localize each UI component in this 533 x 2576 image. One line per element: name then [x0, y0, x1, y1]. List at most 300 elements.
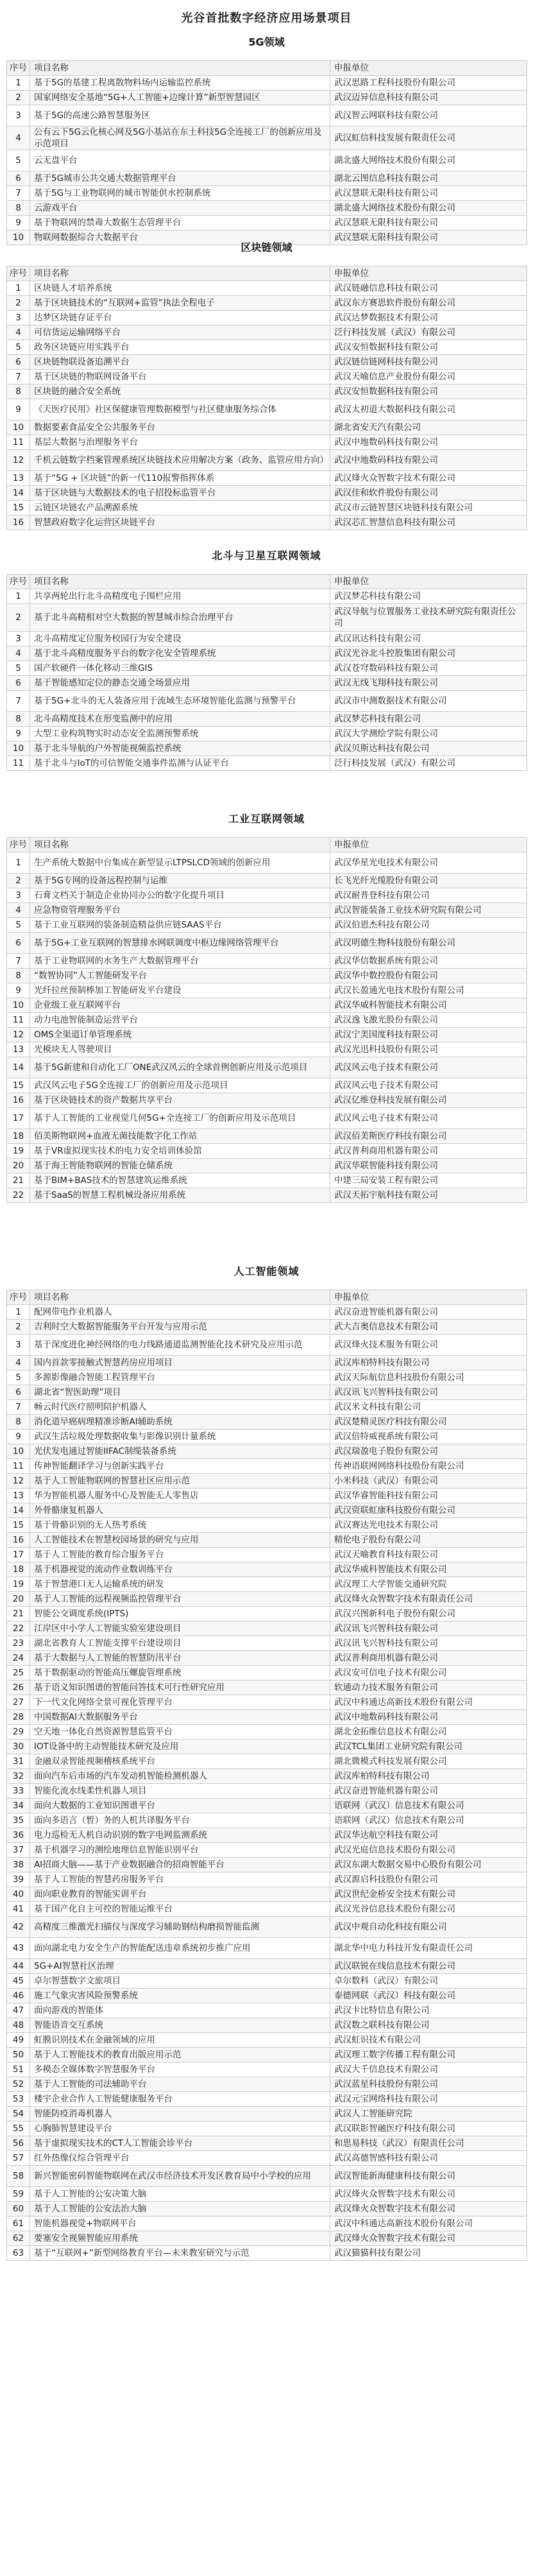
header-project-name: 项目名称 — [30, 1290, 330, 1305]
header-no: 序号 — [7, 1290, 30, 1305]
cell-no: 38 — [7, 1858, 30, 1872]
cell-no: 3 — [7, 632, 30, 646]
cell-project-name: 基于虚拟现实技术的CT人工智能会诊平台 — [30, 2136, 330, 2151]
cell-project-name: 可信货运运输网络平台 — [30, 325, 330, 340]
table-row — [7, 1858, 527, 1872]
section-title: 人工智能领域 — [233, 1265, 300, 1277]
cell-project-name: 虹膜识别技术在金融领域的应用 — [30, 2033, 330, 2048]
cell-applicant: 武汉智能装备工业技术研究院有限公司 — [330, 903, 527, 918]
cell-no: 59 — [7, 2187, 30, 2202]
cell-applicant: 武汉芯汇智慧信息科技有限公司 — [330, 515, 527, 530]
table-row — [7, 1636, 527, 1651]
cell-no: 8 — [7, 712, 30, 727]
table-row — [7, 126, 527, 150]
cell-no: 32 — [7, 1769, 30, 1784]
table-row — [7, 998, 527, 1013]
cell-no: 46 — [7, 1989, 30, 2003]
header-project-name: 项目名称 — [30, 61, 330, 76]
cell-applicant: 武汉人工智能研究院 — [330, 2107, 527, 2122]
cell-project-name: 基于人工智能的公安决策大脑 — [30, 2187, 330, 2202]
table-row — [7, 1562, 527, 1577]
cell-no: 5 — [7, 150, 30, 171]
cell-no: 47 — [7, 2003, 30, 2018]
table-row — [7, 1769, 527, 1784]
cell-project-name: 区块链人才培养系统 — [30, 281, 330, 296]
cell-applicant: 武汉大学测绘学院有限公司 — [330, 727, 527, 741]
cell-no: 29 — [7, 1725, 30, 1740]
table-row — [7, 1784, 527, 1799]
cell-no: 13 — [7, 471, 30, 486]
project-table — [6, 1290, 527, 2261]
table-row — [7, 632, 527, 646]
cell-project-name: 外骨骼康复机器人 — [30, 1503, 330, 1518]
cell-no: 62 — [7, 2231, 30, 2246]
table-row — [7, 1917, 527, 1938]
cell-no: 8 — [7, 969, 30, 983]
cell-project-name: 卓尔智慧数字文旅项目 — [30, 1974, 330, 1989]
section-2 — [6, 230, 527, 530]
cell-applicant: 武汉普利商用机器有限公司 — [330, 1651, 527, 1666]
cell-applicant: 武汉链信链网科技有限公司 — [330, 355, 527, 370]
cell-no: 11 — [7, 435, 30, 450]
table-row — [7, 983, 527, 998]
cell-applicant: 武汉伯恩杰科技有限公司 — [330, 918, 527, 933]
table-row — [7, 1577, 527, 1592]
cell-no: 1 — [7, 589, 30, 604]
cell-no: 11 — [7, 756, 30, 771]
cell-project-name: 生产系统大数据中台集成在新型显示LTPSLCD领域的创新应用 — [30, 852, 330, 874]
table-row — [7, 712, 527, 727]
cell-no: 15 — [7, 1518, 30, 1533]
cell-no: 7 — [7, 954, 30, 969]
cell-project-name: 武汉生活垃圾处理数据收集与影像识别计量系统 — [30, 1430, 330, 1444]
cell-no: 2 — [7, 604, 30, 632]
table-row — [7, 646, 527, 661]
cell-project-name: 心胸肺智慧建设平台 — [30, 2122, 330, 2136]
table-row — [7, 1093, 527, 1108]
project-table — [6, 266, 527, 530]
cell-applicant: 武汉慧联无限科技有限公司 — [330, 230, 527, 245]
table-header-row — [7, 61, 527, 76]
cell-project-name: 基于5G的高速公路智慧服务区 — [30, 105, 330, 126]
cell-project-name: 智能语音交互系统 — [30, 2018, 330, 2033]
cell-no: 9 — [7, 727, 30, 741]
cell-project-name: 达梦区块链存证平台 — [30, 311, 330, 325]
cell-project-name: 高精度三维激光扫描仪与深度学习辅助钢结构磨损智能监测 — [30, 1917, 330, 1938]
cell-no: 4 — [7, 126, 30, 150]
table-row — [7, 216, 527, 230]
table-row — [7, 340, 527, 355]
cell-applicant: 武汉源启科技股份有限公司 — [330, 1872, 527, 1887]
cell-applicant: 武汉慧联无限科技有限公司 — [330, 186, 527, 201]
table-row — [7, 1902, 527, 1917]
cell-project-name: 面向职业教育的智能实训平台 — [30, 1887, 330, 1902]
cell-project-name: 光纤拉丝预制棒加工智能研发平台建设 — [30, 983, 330, 998]
cell-no: 42 — [7, 1917, 30, 1938]
cell-project-name: 施工气象灾害风险预警系统 — [30, 1989, 330, 2003]
table-header-row — [7, 1290, 527, 1305]
cell-project-name: 基于工业互联网的装备制造精益供应链SAAS平台 — [30, 918, 330, 933]
table-header-row — [7, 838, 527, 852]
table-row — [7, 2003, 527, 2018]
cell-project-name: 5G+AI智慧社区治理 — [30, 1959, 330, 1974]
cell-applicant: 武汉TCL集团工业研究院有限公司 — [330, 1740, 527, 1754]
cell-no: 2 — [7, 91, 30, 105]
cell-no: 40 — [7, 1887, 30, 1902]
table-row — [7, 1129, 527, 1144]
cell-project-name: 基于“互联网+”新型网络教育平台—未来教室研究与示范 — [30, 2246, 330, 2261]
table-row — [7, 874, 527, 888]
section-title: 工业互联网领域 — [228, 813, 305, 825]
cell-applicant: 武汉华星光电技术有限公司 — [330, 852, 527, 874]
cell-applicant: 武汉天喻教育科技有限公司 — [330, 1548, 527, 1562]
header-project-name: 项目名称 — [30, 838, 330, 852]
cell-applicant: 武汉光迅科技股份有限公司 — [330, 1042, 527, 1057]
cell-no: 4 — [7, 646, 30, 661]
cell-applicant: 中建三局安装工程有限公司 — [330, 1173, 527, 1188]
cell-project-name: 国内首款零接触式智慧药房应用项目 — [30, 1356, 330, 1370]
cell-no: 5 — [7, 340, 30, 355]
cell-no: 4 — [7, 903, 30, 918]
header-applicant: 申报单位 — [330, 838, 527, 852]
cell-project-name: OMS全渠道订单管理系统 — [30, 1028, 330, 1042]
cell-applicant: 武汉烽火众智数字技术有限公司 — [330, 2202, 527, 2217]
cell-no: 60 — [7, 2202, 30, 2217]
cell-project-name: 面向湖北电力安全生产的智能配送违章系统初步推广应用 — [30, 1938, 330, 1959]
cell-no: 4 — [7, 325, 30, 340]
table-row — [7, 2048, 527, 2062]
table-row — [7, 1651, 527, 1666]
cell-project-name: 公有云下5G云化核心网及5G小基站在东土科技5G全连接工厂的创新应用及示范项目 — [30, 126, 330, 150]
cell-project-name: 金融双录智能视频稽核系统平台 — [30, 1754, 330, 1769]
table-row — [7, 1725, 527, 1740]
cell-no: 19 — [7, 1144, 30, 1159]
cell-applicant: 武汉太初道大数据科技有限公司 — [330, 399, 527, 420]
cell-applicant: 卓尔数科（武汉）有限公司 — [330, 1974, 527, 1989]
cell-project-name: 基于数据驱动的智能高压螺旋管理系统 — [30, 1666, 330, 1681]
cell-applicant: 武汉宁美国度科技有限公司 — [330, 1028, 527, 1042]
cell-project-name: 畅云时代医疗照明陪护机器人 — [30, 1400, 330, 1415]
cell-project-name: 传神智能翻译学习与创新实践平台 — [30, 1459, 330, 1474]
cell-applicant: 武汉链融信息科技有限公司 — [330, 281, 527, 296]
table-row — [7, 1444, 527, 1459]
cell-project-name: 基于海王智能物联网的智能仓储系统 — [30, 1159, 330, 1173]
cell-project-name: 基于工业物联网的水务生产大数据管理平台 — [30, 954, 330, 969]
cell-applicant: 武汉奋进智能机器有限公司 — [330, 1784, 527, 1799]
cell-applicant: 武汉长盈通光电技术股份有限公司 — [330, 983, 527, 998]
cell-applicant: 武汉库柏特科技有限公司 — [330, 1769, 527, 1784]
cell-applicant: 武汉光谷北斗控股集团有限公司 — [330, 646, 527, 661]
cell-applicant: 武汉华中数控股份有限公司 — [330, 969, 527, 983]
cell-project-name: 江岸区中小学人工智能实验室建设项目 — [30, 1621, 330, 1636]
cell-no: 39 — [7, 1872, 30, 1887]
cell-applicant: 和思易科技（武汉）有限责任公司 — [330, 2136, 527, 2151]
cell-project-name: 基于北斗高精度服务平台的数字化安全管理系统 — [30, 646, 330, 661]
cell-project-name: 湖北省教育人工智能支撑平台建设项目 — [30, 1636, 330, 1651]
cell-no: 10 — [7, 230, 30, 245]
cell-applicant: 泰德网联（武汉）科技有限公司 — [330, 1989, 527, 2003]
table-row — [7, 2092, 527, 2107]
cell-applicant: 湖北云图信息科技有限公司 — [330, 171, 527, 186]
cell-applicant: 武汉逸飞激光股份有限公司 — [330, 1013, 527, 1028]
cell-project-name: 基于国产化自主可控的智能运维平台 — [30, 1902, 330, 1917]
cell-applicant: 武汉华联智能科技有限公司 — [330, 1159, 527, 1173]
cell-applicant: 小米科技（武汉）有限公司 — [330, 1474, 527, 1489]
table-row — [7, 2151, 527, 2166]
cell-project-name: 政务区块链应用实践平台 — [30, 340, 330, 355]
cell-project-name: 基于5G与工业物联网的城市智能供水控制系统 — [30, 186, 330, 201]
cell-project-name: 智慧政府数字化运营区块链平台 — [30, 515, 330, 530]
cell-applicant: 武汉讯飞兴智科技有限公司 — [330, 1385, 527, 1400]
cell-no: 9 — [7, 1430, 30, 1444]
table-row — [7, 1592, 527, 1607]
cell-applicant: 武汉中地数码科技有限公司 — [330, 450, 527, 471]
header-project-name: 项目名称 — [30, 266, 330, 281]
cell-no: 63 — [7, 2246, 30, 2261]
table-row — [7, 2136, 527, 2151]
cell-applicant: 武汉华威科智能技术有限公司 — [330, 998, 527, 1013]
cell-applicant: 武汉虹识技术有限公司 — [330, 2033, 527, 2048]
cell-applicant: 湖北微模式科技发展有限公司 — [330, 1754, 527, 1769]
cell-no: 14 — [7, 486, 30, 501]
cell-applicant: 武汉讯飞兴智科技有限公司 — [330, 1636, 527, 1651]
cell-no: 33 — [7, 1784, 30, 1799]
cell-project-name: 基于5G的基建工程离散物料场内运输监控系统 — [30, 76, 330, 91]
cell-no: 41 — [7, 1902, 30, 1917]
cell-project-name: 智能防疫消毒机器人 — [30, 2107, 330, 2122]
cell-project-name: 基于人工智能的教育综合服务平台 — [30, 1548, 330, 1562]
cell-project-name: 国产软硬件一体化移动三维GIS — [30, 661, 330, 676]
cell-applicant: 武汉光庭信息技术股份有限公司 — [330, 1843, 527, 1858]
table-row — [7, 486, 527, 501]
cell-applicant: 精伦电子股份有限公司 — [330, 1533, 527, 1548]
cell-project-name: 基于深度进化神经网络的电力线路通道监测智能化技术研究及应用示范 — [30, 1335, 330, 1356]
cell-no: 17 — [7, 1548, 30, 1562]
table-row — [7, 1887, 527, 1902]
cell-applicant: 武汉东湖大数据交易中心股份有限公司 — [330, 1858, 527, 1872]
table-row — [7, 1400, 527, 1415]
cell-no: 17 — [7, 1108, 30, 1129]
cell-no: 7 — [7, 1400, 30, 1415]
cell-project-name: 基于区块链与大数据技术的电子招投标监管平台 — [30, 486, 330, 501]
section-1 — [6, 24, 527, 245]
cell-no: 2 — [7, 1320, 30, 1335]
cell-no: 7 — [7, 186, 30, 201]
table-header-row — [7, 266, 527, 281]
table-row — [7, 1335, 527, 1356]
cell-project-name: 基于人工智能的司法辅助平台 — [30, 2077, 330, 2092]
cell-applicant: 泛行科技发展（武汉）有限公司 — [330, 756, 527, 771]
cell-no: 5 — [7, 661, 30, 676]
cell-no: 2 — [7, 296, 30, 311]
cell-project-name: 国家网络安全基地“5G+人工智能+边缘计算”新型智慧园区 — [30, 91, 330, 105]
cell-no: 21 — [7, 1607, 30, 1621]
table-row — [7, 691, 527, 712]
cell-project-name: 多模态全媒体数字智慧服务平台 — [30, 2062, 330, 2077]
table-row — [7, 311, 527, 325]
header-no: 序号 — [7, 266, 30, 281]
cell-no: 25 — [7, 1666, 30, 1681]
table-row — [7, 1974, 527, 1989]
cell-project-name: 基于北斗与IoT的可信智能交通事件监测与认证平台 — [30, 756, 330, 771]
cell-project-name: 智能化流水线柔性机器人项目 — [30, 1784, 330, 1799]
cell-project-name: 基于区块链技术的资产数据共享平台 — [30, 1093, 330, 1108]
table-row — [7, 1415, 527, 1430]
table-row — [7, 1799, 527, 1813]
cell-no: 1 — [7, 281, 30, 296]
cell-no: 20 — [7, 1159, 30, 1173]
cell-project-name: 基于5G+北斗的无人装备应用于流域生态环境智能化监测与预警平台 — [30, 691, 330, 712]
cell-project-name: 中国数据AI大数据服务平台 — [30, 1710, 330, 1725]
cell-applicant: 武汉烽火众智数字技术有限公司 — [330, 471, 527, 486]
cell-project-name: 基于北斗高精相对空大数据的智慧城市综合治理平台 — [30, 604, 330, 632]
cell-no: 35 — [7, 1813, 30, 1828]
cell-project-name: 人工智能技术在智慧校园场景的研究与应用 — [30, 1533, 330, 1548]
table-row — [7, 2246, 527, 2261]
cell-applicant: 湖北盛大网络技术股份有限公司 — [330, 150, 527, 171]
cell-applicant: 武汉烽火众智数字技术有限责任公司 — [330, 1592, 527, 1607]
cell-no: 2 — [7, 874, 30, 888]
cell-project-name: 要塞安全视频智能应用系统 — [30, 2231, 330, 2246]
cell-applicant: 武汉风云电子技术有限公司 — [330, 1057, 527, 1078]
cell-project-name: 基于人工智能的智慧药房服务平台 — [30, 1872, 330, 1887]
cell-applicant: 武汉明德生物科技股份有限公司 — [330, 933, 527, 954]
cell-applicant: 武汉中地数码科技有限公司 — [330, 435, 527, 450]
header-no: 序号 — [7, 838, 30, 852]
cell-applicant: 武汉华信数据系统有限公司 — [330, 954, 527, 969]
cell-no: 1 — [7, 852, 30, 874]
cell-project-name: 红外热像仪综合管理平台 — [30, 2151, 330, 2166]
cell-no: 24 — [7, 1651, 30, 1666]
cell-applicant: 武汉虹信科技发展有限责任公司 — [330, 126, 527, 150]
cell-project-name: 基于人工智能的远程视频监控管理平台 — [30, 1592, 330, 1607]
cell-applicant: 湖北金拓维信息技术有限公司 — [330, 1725, 527, 1740]
cell-no: 8 — [7, 385, 30, 399]
cell-applicant: 武汉梦芯科技有限公司 — [330, 712, 527, 727]
cell-no: 31 — [7, 1754, 30, 1769]
cell-no: 14 — [7, 1057, 30, 1078]
section-title: 5G领域 — [248, 36, 285, 48]
cell-no: 8 — [7, 201, 30, 216]
cell-applicant: 武汉安可信电子技术有限公司 — [330, 1666, 527, 1681]
table-row — [7, 1356, 527, 1370]
section-title: 区块链领域 — [241, 241, 292, 254]
cell-applicant: 湖北省安天汽有限公司 — [330, 420, 527, 435]
cell-no: 8 — [7, 1415, 30, 1430]
table-row — [7, 1695, 527, 1710]
cell-project-name: 基于“5G + 区块链”的新一代110报警指挥体系 — [30, 471, 330, 486]
cell-project-name: 基于北斗导航的户外智能视频监控系统 — [30, 741, 330, 756]
cell-applicant: 武汉中科通达高新技术股份有限公司 — [330, 1695, 527, 1710]
cell-no: 20 — [7, 1592, 30, 1607]
cell-no: 12 — [7, 1474, 30, 1489]
cell-no: 1 — [7, 76, 30, 91]
cell-applicant: 武汉梦芯科技有限公司 — [330, 589, 527, 604]
cell-no: 14 — [7, 1503, 30, 1518]
table-row — [7, 1057, 527, 1078]
cell-project-name: 基于物联网的禁毒大数据生态管理平台 — [30, 216, 330, 230]
cell-applicant: 武汉天喻信息产业股份有限公司 — [330, 370, 527, 385]
header-applicant: 申报单位 — [330, 1290, 527, 1305]
cell-project-name: 基于5G+工业互联网的智慧排水网联调度中枢边缘网络管理平台 — [30, 933, 330, 954]
table-row — [7, 150, 527, 171]
cell-no: 57 — [7, 2151, 30, 2166]
cell-no: 10 — [7, 998, 30, 1013]
table-row — [7, 91, 527, 105]
cell-no: 53 — [7, 2092, 30, 2107]
table-row — [7, 954, 527, 969]
cell-applicant: 语联网（武汉）信息技术有限公司 — [330, 1813, 527, 1828]
table-row — [7, 933, 527, 954]
table-row — [7, 385, 527, 399]
cell-applicant: 武汉烽火众智数字技术有限公司 — [330, 2187, 527, 2202]
cell-applicant: 武汉理工大学智能交通研究院 — [330, 1577, 527, 1592]
cell-applicant: 武汉天拓宇航科技有限公司 — [330, 1188, 527, 1203]
cell-applicant: 武汉天际航信息科技股份有限公司 — [330, 1370, 527, 1385]
cell-applicant: 武汉华威科智能技术有限公司 — [330, 1562, 527, 1577]
cell-no: 6 — [7, 1385, 30, 1400]
table-row — [7, 2217, 527, 2231]
table-row — [7, 2077, 527, 2092]
table-row — [7, 2202, 527, 2217]
cell-applicant: 武汉耐普登科技有限公司 — [330, 888, 527, 903]
cell-no: 5 — [7, 1370, 30, 1385]
table-row — [7, 201, 527, 216]
cell-applicant: 武汉兴图新科电子股份有限公司 — [330, 1607, 527, 1621]
cell-applicant: 武汉华达航空科技有限公司 — [330, 1828, 527, 1843]
table-row — [7, 1385, 527, 1400]
table-row — [7, 1159, 527, 1173]
table-row — [7, 1028, 527, 1042]
cell-project-name: 物联网数据综合大数据平台 — [30, 230, 330, 245]
cell-project-name: 基于SaaS的智慧工程机械设备应用系统 — [30, 1188, 330, 1203]
cell-project-name: 基于5G专网的设备远程控制与运维 — [30, 874, 330, 888]
table-row — [7, 1459, 527, 1474]
cell-project-name: 武汉风云电子5G全连接工厂的创新应用及示范项目 — [30, 1078, 330, 1093]
table-row — [7, 1320, 527, 1335]
cell-applicant: 武汉市中测数据技术有限公司 — [330, 691, 527, 712]
cell-no: 58 — [7, 2166, 30, 2187]
table-row — [7, 435, 527, 450]
table-row — [7, 852, 527, 874]
cell-project-name: 《天医疗民用》社区保健康管理数据模型与社区健康服务综合体 — [30, 399, 330, 420]
cell-applicant: 武汉导航与位置服务工业技术研究院有限责任公司 — [330, 604, 527, 632]
cell-project-name: 北斗高精度技术在形变监测中的应用 — [30, 712, 330, 727]
cell-project-name: 应急物资管理服务平台 — [30, 903, 330, 918]
cell-applicant: 武汉风云电子技术有限公司 — [330, 1078, 527, 1093]
cell-applicant: 武汉普利商用机器有限公司 — [330, 1144, 527, 1159]
cell-no: 50 — [7, 2048, 30, 2062]
project-table — [6, 837, 527, 1203]
cell-applicant: 湖北盛大网络技术股份有限公司 — [330, 201, 527, 216]
cell-no: 51 — [7, 2062, 30, 2077]
cell-applicant: 湖北华中电力科技开发有限责任公司 — [330, 1938, 527, 1959]
table-row — [7, 1740, 527, 1754]
table-row — [7, 727, 527, 741]
table-row — [7, 1989, 527, 2003]
cell-no: 56 — [7, 2136, 30, 2151]
cell-project-name: 基于5G城市公共交通大数据管理平台 — [30, 171, 330, 186]
cell-no: 28 — [7, 1710, 30, 1725]
cell-project-name: 共享两轮出行北斗高精度电子围栏应用 — [30, 589, 330, 604]
cell-applicant: 泛行科技发展（武汉）有限公司 — [330, 325, 527, 340]
table-row — [7, 2166, 527, 2187]
cell-project-name: 千机云链数字档案管理系统区块链技术应用解决方案（政务、监管应用方向） — [30, 450, 330, 471]
cell-no: 23 — [7, 1636, 30, 1651]
section-5 — [6, 1254, 527, 2261]
cell-no: 22 — [7, 1621, 30, 1636]
cell-applicant: 长飞光纤光缆股份有限公司 — [330, 874, 527, 888]
